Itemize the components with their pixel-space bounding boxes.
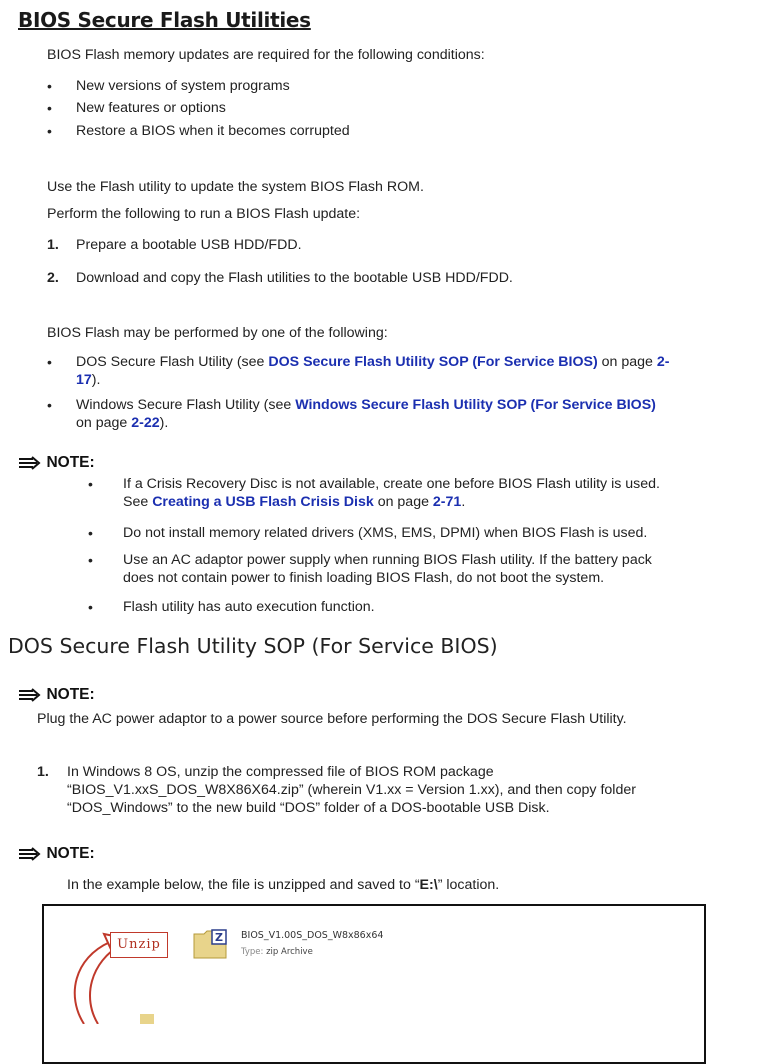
note-text: In the example below, the file is unzipped and saved to “E:\” location. (67, 877, 500, 893)
step-number: 2. (47, 270, 59, 286)
step-text-cont: “BIOS_V1.xxS_DOS_W8X86X64.zip” (wherein V1.xx = Version 1.xx), and then copy folder (67, 782, 636, 798)
method-dos-cont: 17). (76, 372, 101, 388)
bullet-dot: • (88, 599, 93, 615)
folder-icon-partial (140, 1014, 154, 1024)
bullet-dot: • (88, 552, 93, 568)
bullet-dot: • (47, 78, 52, 94)
note-text: Plug the AC power adaptor to a power source before performing the DOS Secure Flash Utility. (37, 711, 627, 727)
step-number: 1. (37, 764, 49, 780)
bullet-dot: • (88, 525, 93, 541)
link-page-2-71[interactable]: 2-71 (432, 494, 462, 510)
zip-archive-icon (192, 928, 228, 960)
zip-letter: Z (215, 931, 223, 944)
note-item-cont: does not contain power to finish loading BIOS Flash, do not boot the system. (123, 570, 605, 586)
step-number: 1. (47, 237, 59, 253)
note-header: NOTE: (18, 454, 95, 472)
note-arrow-icon (18, 688, 42, 702)
note-header: NOTE: (18, 686, 95, 704)
note-item: Flash utility has auto execution function. (123, 599, 375, 615)
bullet-dot: • (47, 354, 52, 370)
condition-item: New features or options (76, 100, 226, 116)
method-dos: DOS Secure Flash Utility (see DOS Secure Flash Utility SOP (For Service BIOS) on page 2- (76, 354, 670, 370)
note-item-cont: See Creating a USB Flash Crisis Disk on page 2-71. (123, 494, 466, 510)
link-page-2-17a[interactable]: 2- (656, 354, 670, 370)
file-name: BIOS_V1.00S_DOS_W8x86x64 (241, 930, 384, 941)
condition-item: New versions of system programs (76, 78, 290, 94)
note-item: Use an AC adaptor power supply when running BIOS Flash utility. If the battery pack (123, 552, 652, 568)
bullet-dot: • (47, 100, 52, 116)
perform-text: Perform the following to run a BIOS Flash update: (47, 206, 361, 222)
intro-text: BIOS Flash memory updates are required for the following conditions: (47, 47, 485, 63)
note-arrow-icon (18, 847, 42, 861)
unzip-label: Unzip (110, 932, 168, 958)
step-text: Download and copy the Flash utilities to the bootable USB HDD/FDD. (76, 270, 513, 286)
note-item: Do not install memory related drivers (XMS, EMS, DPMI) when BIOS Flash is used. (123, 525, 648, 541)
condition-item: Restore a BIOS when it becomes corrupted (76, 123, 350, 139)
link-windows-sop[interactable]: Windows Secure Flash Utility SOP (For Service BIOS) (295, 397, 656, 413)
note-item: If a Crisis Recovery Disc is not available, create one before BIOS Flash utility is used. (123, 476, 660, 492)
link-page-2-22[interactable]: 2-22 (131, 415, 160, 431)
note-header: NOTE: (18, 845, 95, 863)
bullet-dot: • (47, 397, 52, 413)
method-windows: Windows Secure Flash Utility (see Windows Secure Flash Utility SOP (For Service BIOS) (76, 397, 656, 413)
method-windows-cont: on page 2-22). (76, 415, 169, 431)
link-dos-sop[interactable]: DOS Secure Flash Utility SOP (For Service BIOS) (268, 354, 598, 370)
step-text-cont: “DOS_Windows” to the new build “DOS” folder of a DOS-bootable USB Disk. (67, 800, 550, 816)
link-crisis-disk[interactable]: Creating a USB Flash Crisis Disk (152, 494, 374, 510)
note-arrow-icon (18, 456, 42, 470)
bullet-dot: • (88, 476, 93, 492)
use-text: Use the Flash utility to update the system BIOS Flash ROM. (47, 179, 424, 195)
link-page-2-17b[interactable]: 17 (76, 372, 92, 388)
page-title: BIOS Secure Flash Utilities (18, 8, 311, 32)
file-type: Type: zip Archive (241, 947, 313, 957)
methods-intro: BIOS Flash may be performed by one of the following: (47, 325, 388, 341)
section-title: DOS Secure Flash Utility SOP (For Service BIOS) (8, 634, 498, 658)
step-text: Prepare a bootable USB HDD/FDD. (76, 237, 302, 253)
step-text: In Windows 8 OS, unzip the compressed file of BIOS ROM package (67, 764, 494, 780)
bullet-dot: • (47, 123, 52, 139)
unzip-arrow-icon (44, 906, 244, 1024)
